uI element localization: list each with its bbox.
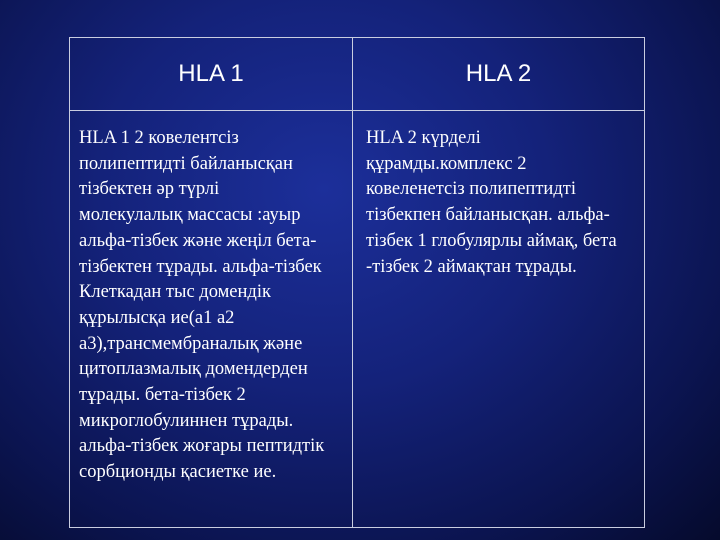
hla2-cell — [353, 111, 645, 528]
header-hla2: HLA 2 — [353, 38, 645, 111]
hla1-description: HLA 1 2 ковелентсіз полипептидті байланысқан тізбектен әр түрлі молекулалық массасы :ауыр альфа-тізбек және жеңіл бета- тізбектен тұрады. альфа-тізбек Клеткадан тыс домендік құрылысқа ие(а1 а2 а3),трансмембраналық және цитоплазмалық домендерден тұрады. бета-тізбек 2 микроглобулиннен тұрады. альфа-тізбек жоғары пептидтік сорбционды қасиетке ие. — [79, 128, 325, 483]
header-hla1: HLA 1 — [70, 38, 353, 111]
table-body-row — [70, 111, 645, 528]
comparison-table — [69, 37, 645, 528]
hla1-cell — [70, 111, 353, 528]
hla2-description: HLA 2 күрделі құрамды.комплекс 2 ковеленетсіз полипептидті тізбекпен байланысқан. альфа- тізбек 1 глобулярлы аймақ, бета -тізбек 2 аймақтан тұрады. — [366, 128, 617, 277]
table-header-row — [70, 38, 645, 111]
